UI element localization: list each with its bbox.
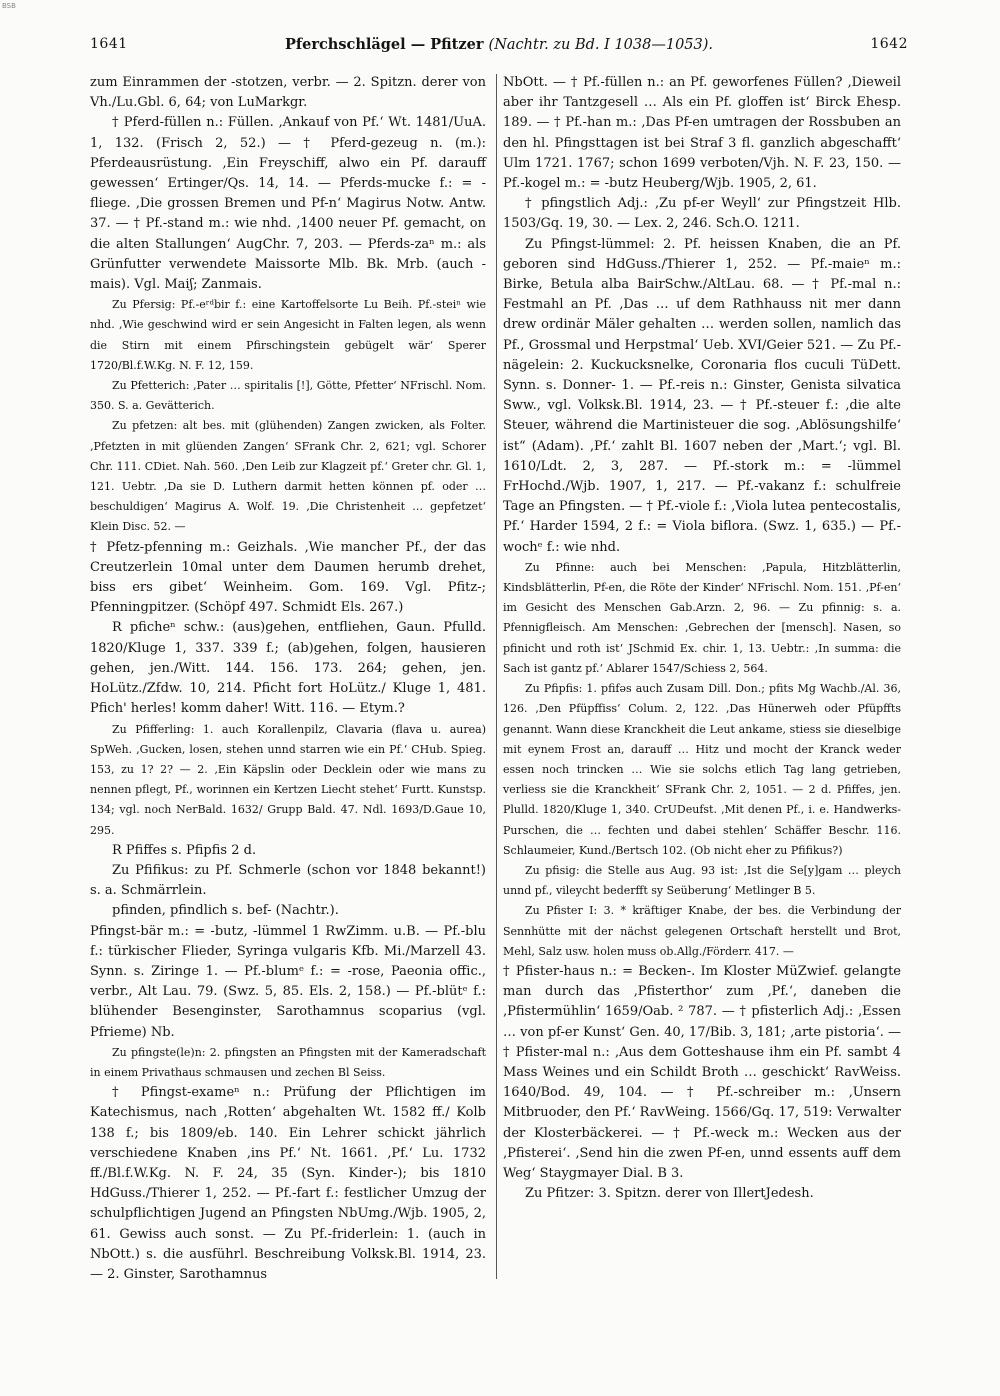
entry-continuation: NbOtt. — † Pf.-füllen n.: an Pf. geworfenes Füllen? ‚Dieweil aber ihr Tantzgesell … Als ein Pf. gloffen ist‘ Birck Ehesp. 189. — † Pf.-han m.: ‚Das Pf-en umtragen der Rossbuben an den hl. Pfingsttagen ist bei Straf 3 fl. ganzlich abgeschafft‘ Ulm 1721. 1767; schon 1699 verboten/Vjh. N. F. 23, 150. — Pf.-kogel m.: = -butz Heuberg/Wjb. 1905, 2, 61.: [503, 75, 901, 192]
entry-continuation: † Pfister-haus n.: = Becken-. Im Kloster MüZwief. gelangte man durch das ‚Pfisterthor‘ zum ‚Pf.‘, daneben die ‚Pfistermühlin‘ 1659/Oab. ² 787. — † pfisterlich Adj.: ‚Essen … von pf-er Kunst‘ Gen. 40, 17/Bib. 3, 181; ‚arte pistoria‘. — † Pfister-mal n.: ‚Aus dem Gotteshause ihm ein Pf. sambt 4 Mass Weines und ein Schildt Broth … geschickt‘ RavWeiss. 1640/Bod. 49, 104. — † Pf.-schreiber m.: ‚Unsern Mitbruoder, den Pf.‘ RavWeing. 1566/Gq. 17, 519: Verwalter der Klosterbäckerei. — † Pf.-weck m.: Wecken aus der ‚Pfisterei‘. ‚Send hin die zwen Pf-en, unnd essents auff dem Weg‘ Staygmayer Dial. B 3.: [503, 963, 901, 1181]
page-number-left: 1641: [90, 36, 128, 52]
dictionary-entry: R pficheⁿ schw.: (aus)gehen, entfliehen, Gaun. Pfulld. 1820/Kluge 1, 337. 339 f.; (ab)gehen, folgen, hausieren gehen, jen./Witt. 144. 156. 173. 264; gehen, jen. HoLütz./Zfdw. 10, 214. Pficht fort HoLütz./ Kluge 1, 481. Pfich' herles! komm daher! Witt. 116. — Etym.?: [90, 620, 486, 717]
left-column: [90, 73, 486, 1285]
library-stamp: BSB: [2, 2, 16, 10]
dictionary-entry: † pfingstlich Adj.: ‚Zu pf-er Weyll‘ zur Pfingstzeit Hlb. 1503/Gq. 19, 30. — Lex. 2, 246. Sch.O. 1211.: [503, 196, 901, 232]
dictionary-entry: pfinden, pfindlich s. bef- (Nachtr.).: [112, 903, 339, 919]
dictionary-entry: Zu Pfifferling: 1. auch Korallenpilz, Clavaria (flava u. aurea) SpWeh. ‚Gucken, losen, stehen unnd starren wie ein Pf.‘ CHub. Spieg. 153, zu 1? 2? — 2. ‚Ein Käpslin oder Decklein oder wie mans zu nennen pflegt, Pf., worinnen ein Kertzen Liecht stehet‘ Furtt. Kunstsp. 134; vgl. noch NerBald. 1632/ Grupp Bald. 47. Ndl. 1693/D.Gaue 10, 295.: [90, 722, 486, 837]
dictionary-entry: † Pferd-füllen n.: Füllen. ‚Ankauf von Pf.‘ Wt. 1481/UuA. 1, 132. (Frisch 2, 52.) — † Pferd-gezeug n. (m.): Pferdeausrüstung. ‚Ein Freyschiff, alwo ein Pf. darauff gewessen‘ Ertinger/Qs. 14, 14. — Pferds-mucke f.: = -fliege. ‚Die grossen Bremen und Pf-n‘ Magirus Notw. Antw. 37. — † Pf.-stand m.: wie nhd. ‚1400 neuer Pf. gemacht, on die alten Stallungen‘ AugChr. 7, 203. — Pferds-zaⁿ m.: als Grünfutter verwendete Maissorte Mlb. Bk. Mrb. (auch -mais). Vgl. Maiʃ; Zanmais.: [90, 115, 486, 293]
dictionary-entry: † Pfingst-exameⁿ n.: Prüfung der Pflichtigen im Katechismus, nach ‚Rotten‘ abgehalten Wt. 1582 ff./ Kolb 138 f.; bis 1809/eb. 140. Ein Lehrer schickt jährlich verschiedene Knaben ‚ins Pf.‘ Nt. 1661. ‚Pf.‘ Lu. 1732 ff./Bl.f.W.Kg. N. F. 24, 35 (Syn. Kinder-); bis 1810 HdGuss./Thierer 1, 252. — Pf.-fart f.: festlicher Umzug der schulpflichtigen Jugend an Pfingsten NbUmg./Wjb. 1905, 2, 61. Gewiss auch sonst. — Zu Pf.-friderlein: 1. (auch in NbOtt.) s. die ausführl. Beschreibung Volksk.Bl. 1914, 23. — 2. Ginster, Sarothamnus: [90, 1085, 486, 1282]
dictionary-entry: Zu Pfetterich: ‚Pater … spiritalis [!], Götte, Pfetter‘ NFrischl. Nom. 350. S. a. Gevätterich.: [90, 379, 486, 413]
page-header: [90, 36, 908, 58]
entry-continuation: † Pfetz-pfenning m.: Geizhals. ‚Wie mancher Pf., der das Creutzerlein 10mal unter dem Daumen herumb drehet, biss ers gibet‘ Weinheim. Gom. 169. Vgl. Pfitz-; Pfenningpitzer. (Schöpf 497. Schmidt Els. 267.): [90, 539, 486, 616]
dictionary-entry: Zu pfisig: die Stelle aus Aug. 93 ist: ‚Ist die Se[y]gam … pleych unnd pf., vileycht bederfft sy Seüberung‘ Metlinger B 5.: [503, 863, 901, 898]
running-title-main: Pferchschlägel — Pfitzer: [284, 36, 484, 53]
column-divider: [496, 74, 497, 1279]
running-title: [90, 36, 908, 53]
page-number-right: 1642: [870, 36, 908, 52]
dictionary-entry: Zu Pfitzer: 3. Spitzn. derer von IllertJedesh.: [525, 1186, 814, 1202]
dictionary-entry: Zu Pfinne: auch bei Menschen: ‚Papula, Hitzblätterlin, Kindsblätterlin, Pf-en, die Röte der Kinder‘ NFrischl. Nom. 151. ‚Pf-en‘ im Gesicht des Menschen Gab.Arzn. 2, 96. — Zu pfinnig: s. a. Pfennigfleisch. Am Menschen: ‚Gebrechen der [mensch]. Nasen, so pfinicht und roth ist‘ JSchmid Ex. chir. 1, 13. Uebtr.: ‚In summa: die Sach ist gantz pf.‘ Ablarer 1547/Schiess 2, 564.: [503, 560, 901, 675]
entry-continuation: Pfingst-bär m.: = -butz, -lümmel 1 RwZimm. u.B. — Pf.-blu f.: türkischer Flieder, Syringa vulgaris Kfb. Mi./Marzell 43. Synn. s. Ziringe 1. — Pf.-blumᵉ f.: = -rose, Paeonia offic., verbr., Alt Lau. 79. (Swz. 5, 85. Els. 2, 158.) — Pf.-blütᵉ f.: blühender Besenginster, Sarothamnus scoparius (vgl. Pfrieme) Nb.: [90, 923, 486, 1040]
entry-continuation: zum Einrammen der -stotzen, verbr. — 2. Spitzn. derer von Vh./Lu.Gbl. 6, 64; von LuMarkgr.: [90, 75, 486, 111]
dictionary-entry: R Pfiffes s. Pfipfis 2 d.: [112, 842, 257, 858]
dictionary-entry: Zu Pfingst-lümmel: 2. Pf. heissen Knaben, die an Pf. geboren sind HdGuss./Thierer 1, 252. — Pf.-maieⁿ m.: Birke, Betula alba BairSchw./AltLau. 68. — † Pf.-mal n.: Festmahl an Pf. ‚Das … uf dem Rathhauss nit mer dann drew ordinär Mäler gehalten … werden sollen, namlich das Pf., Grossmal und Herpstmal‘ Ueb. XVI/Geier 521. — Zu Pf.-nägelein: 2. Kuckucksnelke, Coronaria flos cuculi TüDett. Synn. s. Donner- 1. — Pf.-reis n.: Ginster, Genista silvatica Sww., vgl. Volksk.Bl. 1914, 23. — † Pf.-steuer f.: ‚die alte Steuer, während die Martinisteuer die sog. ‚Ablösungshilfe‘ ist“ (Adam). ‚Pf.‘ zahlt Bl. 1607 neben der ‚Mart.‘; vgl. Bl. 1610/Ldt. 2, 3, 287. — Pf.-stork m.: = -lümmel FrHochd./Wjb. 1907, 1, 217. — Pf.-vakanz f.: schulfreie Tage an Pfingsten. — † Pf.-viole f.: ‚Viola lutea pentecostalis, Pf.‘ Harder 1594, 2 f.: = Viola biflora. (Swz. 1, 635.) — Pf.-wochᵉ f.: wie nhd.: [503, 236, 901, 555]
right-column: [503, 73, 901, 1204]
dictionary-entry: Zu Pfifikus: zu Pf. Schmerle (schon vor 1848 bekannt!) s. a. Schmärrlein.: [90, 862, 486, 899]
running-title-note: (Nachtr. zu Bd. I 1038—1053).: [488, 37, 714, 53]
dictionary-entry: Zu pfingste(le)n: 2. pfingsten an Pfingsten mit der Kameradschaft in einem Privathaus schmausen und zechen Bl Seiss.: [90, 1045, 486, 1079]
dictionary-entry: Zu pfetzen: alt bes. mit (glühenden) Zangen zwicken, als Folter. ‚Pfetzten in mit glüenden Zangen‘ SFrank Chr. 2, 621; vgl. Schorer Chr. 111. CDiet. Nah. 560. ‚Den Leib zur Klagzeit pf.‘ Greter chr. Gl. 1, 121. Uebtr. ‚Da sie D. Luthern darmit hetten können pf. oder … beschuldigen‘ Magirus A. Wolf. 19. ‚Die Christenheit … gepfetzet‘ Klein Disc. 52. —: [90, 419, 486, 534]
dictionary-entry: Zu Pfipfis: 1. pfifəs auch Zusam Dill. Don.; pfits Mg Wachb./Al. 36, 126. ‚Den Pfüpffiss‘ Colum. 2, 122. ‚Das Hünerweh oder Pfüpffts genannt. Wann diese Kranckheit die Leut ankame, stiess sie dieselbige mit eynem Frost an, darauff … Hitz und mocht der Kranck weder essen noch trincken … Wie sie solchs etlich Tag lang getrieben, verliess sie die Kranckheit‘ SFrank Chr. 2, 1051. — 2 d. Pfiffes, jen. Plulld. 1820/Kluge 1, 340. CrUDeufst. ‚Mit denen Pf., i. e. Handwerks-Purschen, die … fechten und dabei stehlen‘ Schäffer Beschr. 116. Schlaumeier, Kund./Bertsch 102. (Ob nicht eher zu Pfifikus?): [503, 682, 901, 857]
dictionary-entry: Zu Pfister I: 3. * kräftiger Knabe, der bes. die Verbindung der Sennhütte mit der nächst gelegenen Ortschaft herstellt und Brot, Mehl, Salz usw. holen muss ob.Allg./Förderr. 417. —: [503, 904, 901, 958]
dictionary-entry: Zu Pfersig: Pf.-eʳᵈbir f.: eine Kartoffelsorte Lu Beih. Pf.-steiⁿ wie nhd. ‚Wie geschwind wird er sein Angesicht in Falten legen, als wenn die Stirn mit einem Pfirschingstein gebügelt wär‘ Sperer 1720/Bl.f.W.Kg. N. F. 12, 159.: [90, 298, 486, 372]
